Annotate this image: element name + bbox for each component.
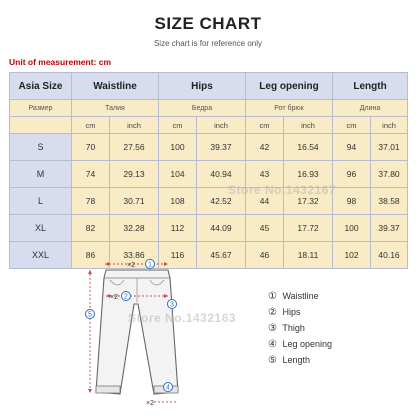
table-cell: 96: [333, 161, 371, 188]
unit-note: Unit of measurement: cm: [9, 57, 112, 67]
col-header-leg-opening: Leg opening: [246, 73, 333, 100]
table-row: [10, 161, 408, 188]
unit-blank: [10, 117, 72, 134]
table-cell: 37.01: [371, 134, 408, 161]
col-header-size-ru: Размер: [10, 100, 72, 117]
col-header-leg-opening-ru: Рот брюк: [246, 100, 333, 117]
size-label: XL: [10, 215, 72, 242]
legend-item-waistline: ① Waistline: [268, 291, 319, 302]
marker-3-label: 3: [170, 301, 174, 309]
table-cell: 104: [159, 161, 197, 188]
store-watermark: Store No.1432167: [228, 183, 337, 197]
unit-inch: inch: [284, 117, 333, 134]
arrow-down-icon: [88, 389, 92, 393]
size-label: L: [10, 188, 72, 215]
unit-cm: cm: [246, 117, 284, 134]
table-cell: 100: [333, 215, 371, 242]
table-cell: 37.80: [371, 161, 408, 188]
table-cell: 18.11: [284, 242, 333, 269]
size-label: S: [10, 134, 72, 161]
marker-1-label: 1: [148, 261, 152, 269]
table-cell: 27.56: [110, 134, 159, 161]
table-cell: 40.16: [371, 242, 408, 269]
unit-row: [10, 117, 408, 134]
arrow-up-icon: [88, 270, 92, 274]
table-cell: 30.71: [110, 188, 159, 215]
table-cell: 46: [246, 242, 284, 269]
unit-cm: cm: [72, 117, 110, 134]
table-cell: 39.37: [197, 134, 246, 161]
pants-diagram: [80, 256, 210, 411]
header-row: [10, 73, 408, 100]
table-cell: 42.52: [197, 188, 246, 215]
table-cell: 17.72: [284, 215, 333, 242]
unit-inch: inch: [197, 117, 246, 134]
table-cell: 16.93: [284, 161, 333, 188]
table-cell: 70: [72, 134, 110, 161]
unit-inch: inch: [110, 117, 159, 134]
marker-4-label: 4: [166, 384, 170, 392]
marker-2-label: 2: [124, 293, 128, 301]
table-cell: 16.54: [284, 134, 333, 161]
col-header-hips-ru: Бедра: [159, 100, 246, 117]
legend-item-length: ⑤ Length: [268, 355, 311, 366]
left-cuff: [96, 386, 120, 393]
table-cell: 82: [72, 215, 110, 242]
table-row: [10, 188, 408, 215]
table-cell: 116: [159, 242, 197, 269]
page-subtitle: Size chart is for reference only: [153, 39, 263, 48]
unit-cm: cm: [333, 117, 371, 134]
table-cell: 86: [72, 242, 110, 269]
table-cell: 29.13: [110, 161, 159, 188]
table-cell: 78: [72, 188, 110, 215]
table-cell: 38.58: [371, 188, 408, 215]
table-cell: 74: [72, 161, 110, 188]
table-cell: 33.86: [110, 242, 159, 269]
col-header-waistline: Waistline: [72, 73, 159, 100]
arrow-left-icon: [105, 262, 109, 266]
table-row: [10, 134, 408, 161]
table-cell: 39.37: [371, 215, 408, 242]
col-header-hips: Hips: [159, 73, 246, 100]
table-cell: 40.94: [197, 161, 246, 188]
table-cell: 43: [246, 161, 284, 188]
legend-item-hips: ② Hips: [268, 307, 301, 318]
table-cell: 98: [333, 188, 371, 215]
col-header-size: Asia Size: [10, 73, 72, 100]
col-header-length-ru: Длина: [333, 100, 408, 117]
table-cell: 102: [333, 242, 371, 269]
arrow-right-icon: [164, 262, 168, 266]
unit-cm: cm: [159, 117, 197, 134]
table-row: [10, 215, 408, 242]
measurement-legend: [268, 288, 332, 368]
hips-multiplier: ×2: [110, 294, 118, 301]
col-header-length: Length: [333, 73, 408, 100]
legend-item-thigh: ③ Thigh: [268, 323, 305, 334]
col-header-waistline-ru: Талия: [72, 100, 159, 117]
russian-header-row: [10, 100, 408, 117]
table-cell: 112: [159, 215, 197, 242]
store-watermark: Store No.1432163: [128, 311, 237, 325]
size-chart-table: [9, 72, 408, 269]
legend-item-leg-opening: ④ Leg opening: [268, 339, 333, 350]
size-label: M: [10, 161, 72, 188]
marker-5-label: 5: [88, 311, 92, 319]
table-cell: 44: [246, 188, 284, 215]
table-cell: 17.32: [284, 188, 333, 215]
unit-inch: inch: [371, 117, 408, 134]
table-cell: 45.67: [197, 242, 246, 269]
table-cell: 94: [333, 134, 371, 161]
table-cell: 44.09: [197, 215, 246, 242]
page-title: SIZE CHART: [154, 14, 262, 33]
table-cell: 32.28: [110, 215, 159, 242]
table-cell: 100: [159, 134, 197, 161]
table-cell: 42: [246, 134, 284, 161]
table-cell: 45: [246, 215, 284, 242]
waist-multiplier: ×2: [127, 262, 135, 269]
table-cell: 108: [159, 188, 197, 215]
leg-multiplier: ×2: [146, 400, 154, 407]
size-label: XXL: [10, 242, 72, 269]
